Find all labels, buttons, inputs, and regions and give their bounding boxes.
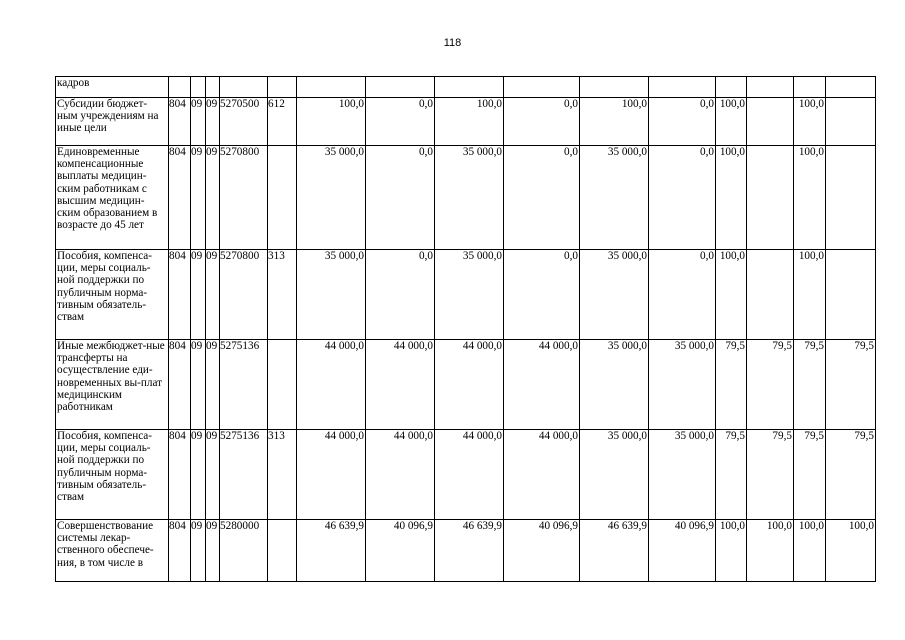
- value-cell: 0,0: [504, 250, 580, 340]
- value-cell: 44 000,0: [297, 430, 366, 520]
- code-cell: 313: [268, 250, 297, 340]
- value-cell: 100,0: [435, 98, 504, 146]
- value-cell: [366, 77, 435, 98]
- table-row: [56, 77, 876, 98]
- table-row: [56, 520, 876, 582]
- code-cell: [268, 340, 297, 430]
- code-cell: 09: [206, 340, 220, 430]
- value-cell: 79,5: [794, 430, 826, 520]
- row-name-cell: Единовременные компенсационные выплаты медицин-ским работникам с высшим медицин-ским образованием в возрасте до 45 лет: [56, 146, 169, 250]
- code-cell: 313: [268, 430, 297, 520]
- code-cell: 5270500: [220, 98, 268, 146]
- value-cell: 35 000,0: [580, 250, 649, 340]
- code-cell: 5275136: [220, 340, 268, 430]
- table-row: [56, 250, 876, 340]
- code-cell: 804: [169, 98, 191, 146]
- value-cell: 100,0: [794, 520, 826, 582]
- value-cell: [826, 98, 876, 146]
- code-cell: 09: [191, 250, 206, 340]
- value-cell: 100,0: [826, 520, 876, 582]
- value-cell: 100,0: [747, 520, 794, 582]
- value-cell: 44 000,0: [366, 430, 435, 520]
- value-cell: 46 639,9: [435, 520, 504, 582]
- value-cell: [580, 77, 649, 98]
- value-cell: 100,0: [794, 146, 826, 250]
- code-cell: 804: [169, 520, 191, 582]
- value-cell: 35 000,0: [580, 146, 649, 250]
- value-cell: 0,0: [504, 98, 580, 146]
- row-name-cell: кадров: [56, 77, 169, 98]
- value-cell: [794, 77, 826, 98]
- value-cell: 35 000,0: [435, 250, 504, 340]
- code-cell: 09: [206, 98, 220, 146]
- value-cell: 46 639,9: [297, 520, 366, 582]
- value-cell: [747, 98, 794, 146]
- value-cell: 79,5: [747, 430, 794, 520]
- value-cell: 44 000,0: [504, 340, 580, 430]
- value-cell: 100,0: [716, 98, 747, 146]
- value-cell: 0,0: [504, 146, 580, 250]
- code-cell: 09: [206, 520, 220, 582]
- value-cell: [826, 250, 876, 340]
- code-cell: 5270800: [220, 146, 268, 250]
- value-cell: [297, 77, 366, 98]
- value-cell: 100,0: [580, 98, 649, 146]
- value-cell: 79,5: [794, 340, 826, 430]
- budget-table: [55, 76, 876, 582]
- value-cell: 0,0: [649, 250, 716, 340]
- value-cell: 44 000,0: [435, 430, 504, 520]
- value-cell: 100,0: [716, 250, 747, 340]
- value-cell: 35 000,0: [435, 146, 504, 250]
- value-cell: 44 000,0: [435, 340, 504, 430]
- row-name-cell: Пособия, компенса-ции, меры социаль-ной поддержки по публичным норма-тивным обязатель-ствам: [56, 250, 169, 340]
- code-cell: 804: [169, 250, 191, 340]
- value-cell: [435, 77, 504, 98]
- value-cell: 0,0: [366, 146, 435, 250]
- value-cell: 100,0: [794, 98, 826, 146]
- value-cell: 79,5: [826, 340, 876, 430]
- value-cell: 100,0: [297, 98, 366, 146]
- value-cell: [826, 146, 876, 250]
- value-cell: 79,5: [716, 340, 747, 430]
- table-row: [56, 340, 876, 430]
- value-cell: 0,0: [649, 146, 716, 250]
- row-name-cell: Субсидии бюджет-ным учреждениям на иные цели: [56, 98, 169, 146]
- code-cell: 5280000: [220, 520, 268, 582]
- value-cell: [826, 77, 876, 98]
- page-number: 118: [443, 37, 462, 49]
- code-cell: 09: [206, 250, 220, 340]
- code-cell: 09: [206, 430, 220, 520]
- value-cell: 100,0: [716, 146, 747, 250]
- code-cell: 5275136: [220, 430, 268, 520]
- code-cell: [268, 77, 297, 98]
- value-cell: 100,0: [794, 250, 826, 340]
- table-row: [56, 98, 876, 146]
- value-cell: 0,0: [649, 98, 716, 146]
- value-cell: 100,0: [716, 520, 747, 582]
- row-name-cell: Совершенствование системы лекар-ственного обеспече-ния, в том числе в: [56, 520, 169, 582]
- value-cell: 35 000,0: [297, 250, 366, 340]
- code-cell: 804: [169, 430, 191, 520]
- value-cell: 0,0: [366, 250, 435, 340]
- code-cell: 612: [268, 98, 297, 146]
- code-cell: 09: [191, 98, 206, 146]
- code-cell: [268, 520, 297, 582]
- value-cell: 79,5: [826, 430, 876, 520]
- row-name-cell: Пособия, компенса-ции, меры социаль-ной поддержки по публичным норма-тивным обязатель-ствам: [56, 430, 169, 520]
- table-row: [56, 146, 876, 250]
- value-cell: 40 096,9: [649, 520, 716, 582]
- code-cell: 09: [191, 430, 206, 520]
- value-cell: 40 096,9: [366, 520, 435, 582]
- value-cell: [504, 77, 580, 98]
- value-cell: 44 000,0: [366, 340, 435, 430]
- value-cell: 35 000,0: [649, 340, 716, 430]
- code-cell: [220, 77, 268, 98]
- code-cell: 804: [169, 340, 191, 430]
- value-cell: [747, 77, 794, 98]
- value-cell: 79,5: [716, 430, 747, 520]
- value-cell: 35 000,0: [580, 430, 649, 520]
- value-cell: [649, 77, 716, 98]
- table-row: [56, 430, 876, 520]
- value-cell: 46 639,9: [580, 520, 649, 582]
- code-cell: [191, 77, 206, 98]
- code-cell: 09: [206, 146, 220, 250]
- row-name-cell: Иные межбюджет-ные трансферты на осуществление еди-новременных вы-плат медицинским работникам: [56, 340, 169, 430]
- value-cell: [716, 77, 747, 98]
- value-cell: [747, 250, 794, 340]
- value-cell: 35 000,0: [297, 146, 366, 250]
- code-cell: 09: [191, 520, 206, 582]
- value-cell: [747, 146, 794, 250]
- code-cell: 09: [191, 340, 206, 430]
- value-cell: 40 096,9: [504, 520, 580, 582]
- value-cell: 35 000,0: [580, 340, 649, 430]
- code-cell: [268, 146, 297, 250]
- value-cell: 44 000,0: [504, 430, 580, 520]
- code-cell: [169, 77, 191, 98]
- code-cell: 5270800: [220, 250, 268, 340]
- value-cell: 35 000,0: [649, 430, 716, 520]
- code-cell: 09: [191, 146, 206, 250]
- code-cell: [206, 77, 220, 98]
- code-cell: 804: [169, 146, 191, 250]
- value-cell: 79,5: [747, 340, 794, 430]
- value-cell: 0,0: [366, 98, 435, 146]
- value-cell: 44 000,0: [297, 340, 366, 430]
